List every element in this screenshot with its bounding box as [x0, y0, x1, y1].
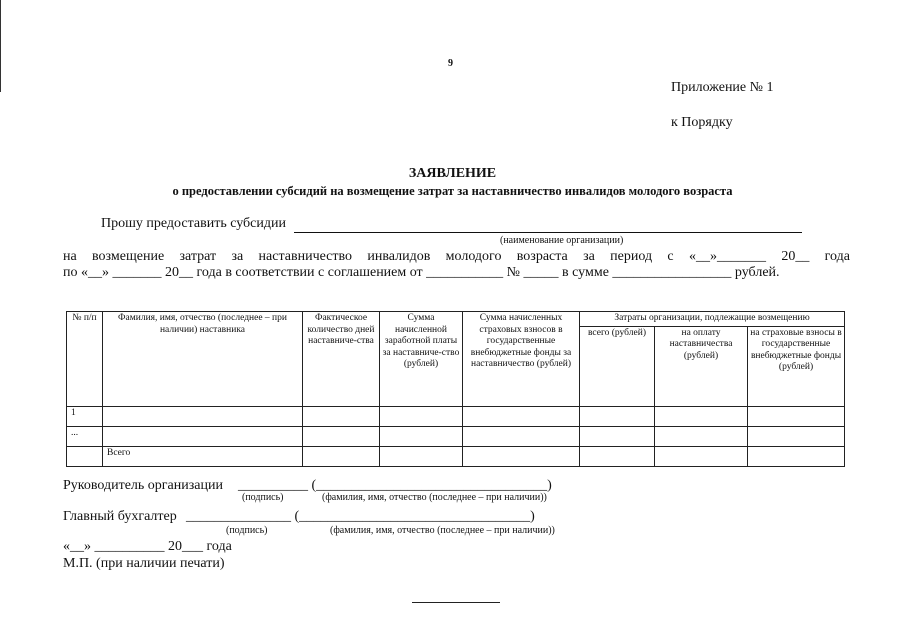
header-insurance: Сумма начисленных страховых взносов в государственные внебюджетные фонды за наставничество (рублей) — [463, 312, 580, 407]
table-cell[interactable] — [463, 446, 580, 466]
date-line[interactable]: «__» __________ 20___ года — [63, 539, 232, 554]
table-cell[interactable] — [380, 406, 463, 426]
agreement-line: по «__» _______ 20__ года в соответствии с соглашением от ___________ № _____ в сумме _________________ рублей. — [63, 265, 780, 280]
request-prefix: Прошу предоставить субсидии — [101, 216, 286, 231]
period-line: на возмещение затрат за наставничество инвалидов молодого возраста за период с «__»_______ 20__ года — [63, 249, 850, 264]
footer-divider — [412, 602, 500, 603]
header-salary: Сумма начисленной заработной платы за наставниче-ство (рублей) — [380, 312, 463, 407]
head-signature-field[interactable]: __________ (_________________________________) — [238, 478, 552, 493]
document-subtitle: о предоставлении субсидий на возмещение затрат за наставничество инвалидов молодого возраста — [172, 184, 733, 198]
table-total-row — [67, 446, 845, 466]
table-cell[interactable] — [580, 406, 655, 426]
organization-name-hint: (наименование организации) — [500, 235, 624, 246]
table-cell[interactable] — [303, 426, 380, 446]
table-row — [67, 426, 845, 446]
head-fio-hint: (фамилия, имя, отчество (последнее – при наличии)) — [322, 492, 547, 503]
page-number: 9 — [448, 58, 453, 69]
accountant-signature-hint: (подпись) — [226, 525, 268, 536]
header-days: Фактическое количество дней наставниче-ства — [303, 312, 380, 407]
accountant-label: Главный бухгалтер — [63, 509, 177, 524]
table-cell[interactable] — [303, 446, 380, 466]
table-cell[interactable] — [103, 406, 303, 426]
table-cell[interactable] — [748, 426, 845, 446]
table-cell[interactable] — [655, 406, 748, 426]
head-signature-hint: (подпись) — [242, 492, 284, 503]
table-cell[interactable] — [748, 406, 845, 426]
accountant-signature-field[interactable]: _______________ (_________________________________) — [186, 509, 535, 524]
document-title: ЗАЯВЛЕНИЕ — [408, 166, 497, 181]
stamp-label: М.П. (при наличии печати) — [63, 556, 225, 571]
table-cell[interactable] — [103, 426, 303, 446]
total-label: Всего — [103, 446, 303, 466]
header-insurance-costs: на страховые взносы в государственные внебюджетные фонды (рублей) — [748, 326, 845, 406]
appendix-label: Приложение № 1 — [671, 80, 774, 95]
row-number: ... — [67, 426, 103, 446]
table-cell[interactable] — [463, 426, 580, 446]
accountant-fio-hint: (фамилия, имя, отчество (последнее – при наличии)) — [330, 525, 555, 536]
table-cell[interactable] — [655, 426, 748, 446]
subsidy-table — [66, 311, 845, 467]
table-cell[interactable] — [463, 406, 580, 426]
table-cell[interactable] — [580, 426, 655, 446]
table-cell[interactable] — [380, 446, 463, 466]
table-cell[interactable] — [748, 446, 845, 466]
header-pay: на оплату наставничества (рублей) — [655, 326, 748, 406]
table-cell[interactable] — [655, 446, 748, 466]
head-label: Руководитель организации — [63, 478, 223, 493]
appendix-reference: к Порядку — [671, 115, 733, 130]
table-cell[interactable] — [380, 426, 463, 446]
header-total: всего (рублей) — [580, 326, 655, 406]
header-number: № п/п — [67, 312, 103, 407]
page-edge-line — [0, 0, 1, 92]
request-line — [101, 216, 802, 233]
header-fio: Фамилия, имя, отчество (последнее – при наличии) наставника — [103, 312, 303, 407]
organization-name-field[interactable] — [294, 216, 802, 233]
table-cell — [67, 446, 103, 466]
header-costs-group: Затраты организации, подлежащие возмещению — [580, 312, 845, 327]
table-cell[interactable] — [580, 446, 655, 466]
row-number: 1 — [67, 406, 103, 426]
table-cell[interactable] — [303, 406, 380, 426]
table-row — [67, 406, 845, 426]
